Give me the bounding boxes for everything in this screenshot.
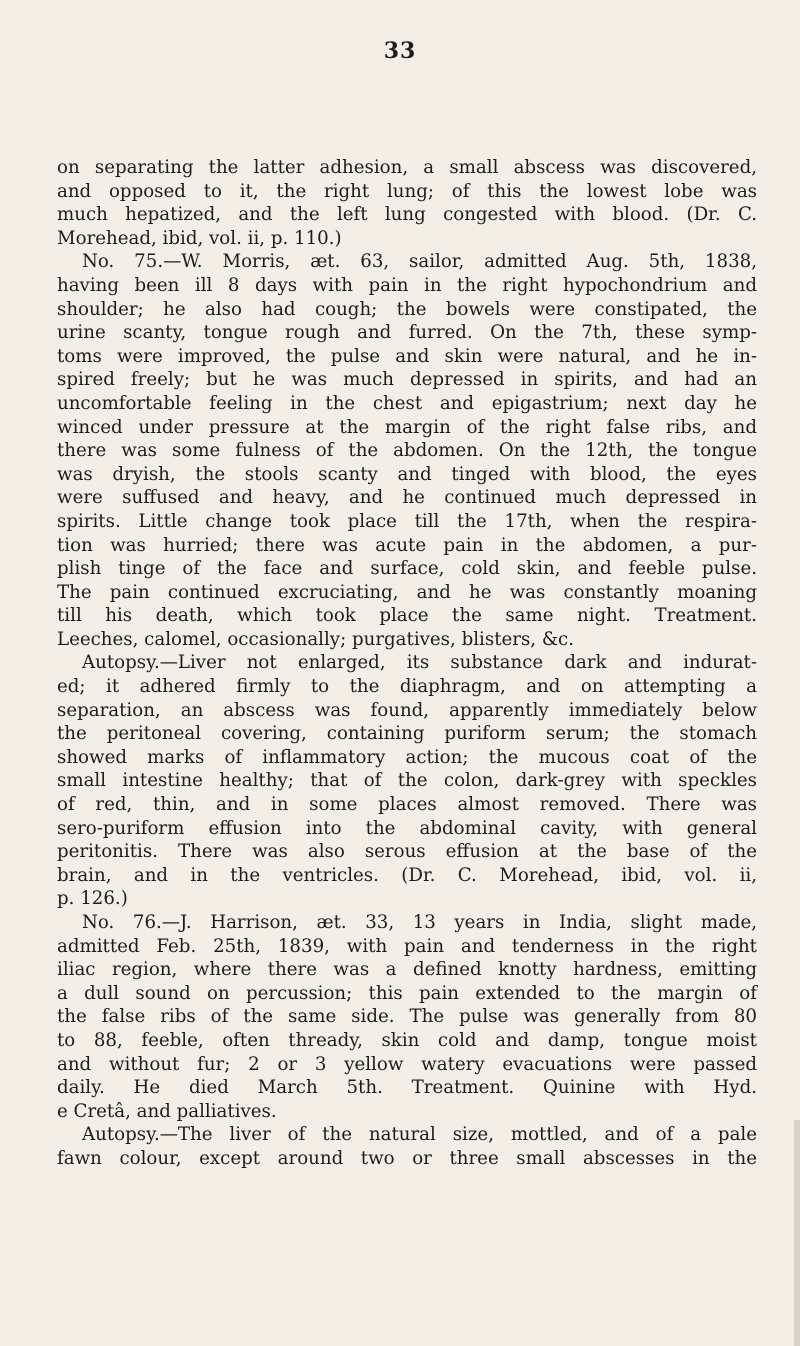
text-line: brain, and in the ventricles. (Dr. C. Morehead, ibid, vol. ii, [57,864,757,886]
text-line: a dull sound on percussion; this pain extended to the margin of [57,982,757,1004]
text-line: and opposed to it, the right lung; of this the lowest lobe was [57,180,757,202]
text-line: there was some fulness of the abdomen. On the 12th, the tongue [57,440,757,462]
text-line: daily. He died March 5th. Treatment. Quinine with Hyd. [57,1077,757,1099]
text-line: e Cretâ, and palliatives. [57,1100,277,1122]
text-line: The pain continued excruciating, and he was constantly moaning [57,581,757,603]
text-line: were suffused and heavy, and he continued much depressed in [57,487,757,509]
text-line: spired freely; but he was much depressed in spirits, and had an [57,369,757,391]
page-edge-shadow [794,1120,800,1346]
text-line: much hepatized, and the left lung congested with blood. (Dr. C. [57,204,757,226]
text-line: to 88, feeble, often thready, skin cold and damp, tongue moist [57,1029,757,1051]
text-line: Leeches, calomel, occasionally; purgatives, blisters, &c. [57,628,575,650]
text-line: admitted Feb. 25th, 1839, with pain and tenderness in the right [57,935,757,957]
text-line: the false ribs of the same side. The pulse was generally from 80 [57,1006,757,1028]
text-line: ed; it adhered firmly to the diaphragm, and on attempting a [57,676,757,698]
text-line: Autopsy.—Liver not enlarged, its substance dark and indurat- [82,652,757,674]
text-line: peritonitis. There was also serous effusion at the base of the [57,841,757,863]
text-line: p. 126.) [57,888,128,910]
text-line: toms were improved, the pulse and skin were natural, and he in- [57,345,757,367]
text-line: Morehead, ibid, vol. ii, p. 110.) [57,227,342,249]
text-line: tion was hurried; there was acute pain in the abdomen, a pur- [57,534,757,556]
text-line: winced under pressure at the margin of the right false ribs, and [57,416,757,438]
text-line: was dryish, the stools scanty and tinged with blood, the eyes [57,463,757,485]
text-line: showed marks of inflammatory action; the mucous coat of the [57,746,757,768]
text-line: urine scanty, tongue rough and furred. On the 7th, these symp- [57,322,757,344]
text-line: plish tinge of the face and surface, cold skin, and feeble pulse. [57,558,757,580]
text-line: uncomfortable feeling in the chest and epigastrium; next day he [57,392,757,414]
text-line: the peritoneal covering, containing puriform serum; the stomach [57,723,757,745]
text-line: on separating the latter adhesion, a small abscess was discovered, [57,157,757,178]
text-line: iliac region, where there was a defined knotty hardness, emitting [57,959,757,981]
text-line: fawn colour, except around two or three small abscesses in the [57,1147,757,1169]
text-line: having been ill 8 days with pain in the right hypochondrium and [57,274,757,296]
text-line: Autopsy.—The liver of the natural size, mottled, and of a pale [82,1124,757,1146]
body-text [57,156,757,1171]
text-line: No. 76.—J. Harrison, æt. 33, 13 years in India, slight made, [82,912,757,933]
text-line: sero-puriform effusion into the abdominal cavity, with general [57,817,757,839]
text-line: separation, an abscess was found, apparently immediately below [57,699,757,721]
text-line: No. 75.—W. Morris, æt. 63, sailor, admitted Aug. 5th, 1838, [82,251,757,273]
text-line: and without fur; 2 or 3 yellow watery evacuations were passed [57,1053,757,1075]
text-line: spirits. Little change took place till the 17th, when the respira- [57,510,757,532]
text-line: small intestine healthy; that of the colon, dark-grey with speckles [57,770,757,792]
text-line: till his death, which took place the same night. Treatment. [57,605,757,627]
text-line: of red, thin, and in some places almost removed. There was [57,794,757,816]
page-number: 33 [383,38,417,64]
text-line: shoulder; he also had cough; the bowels were constipated, the [57,298,757,320]
